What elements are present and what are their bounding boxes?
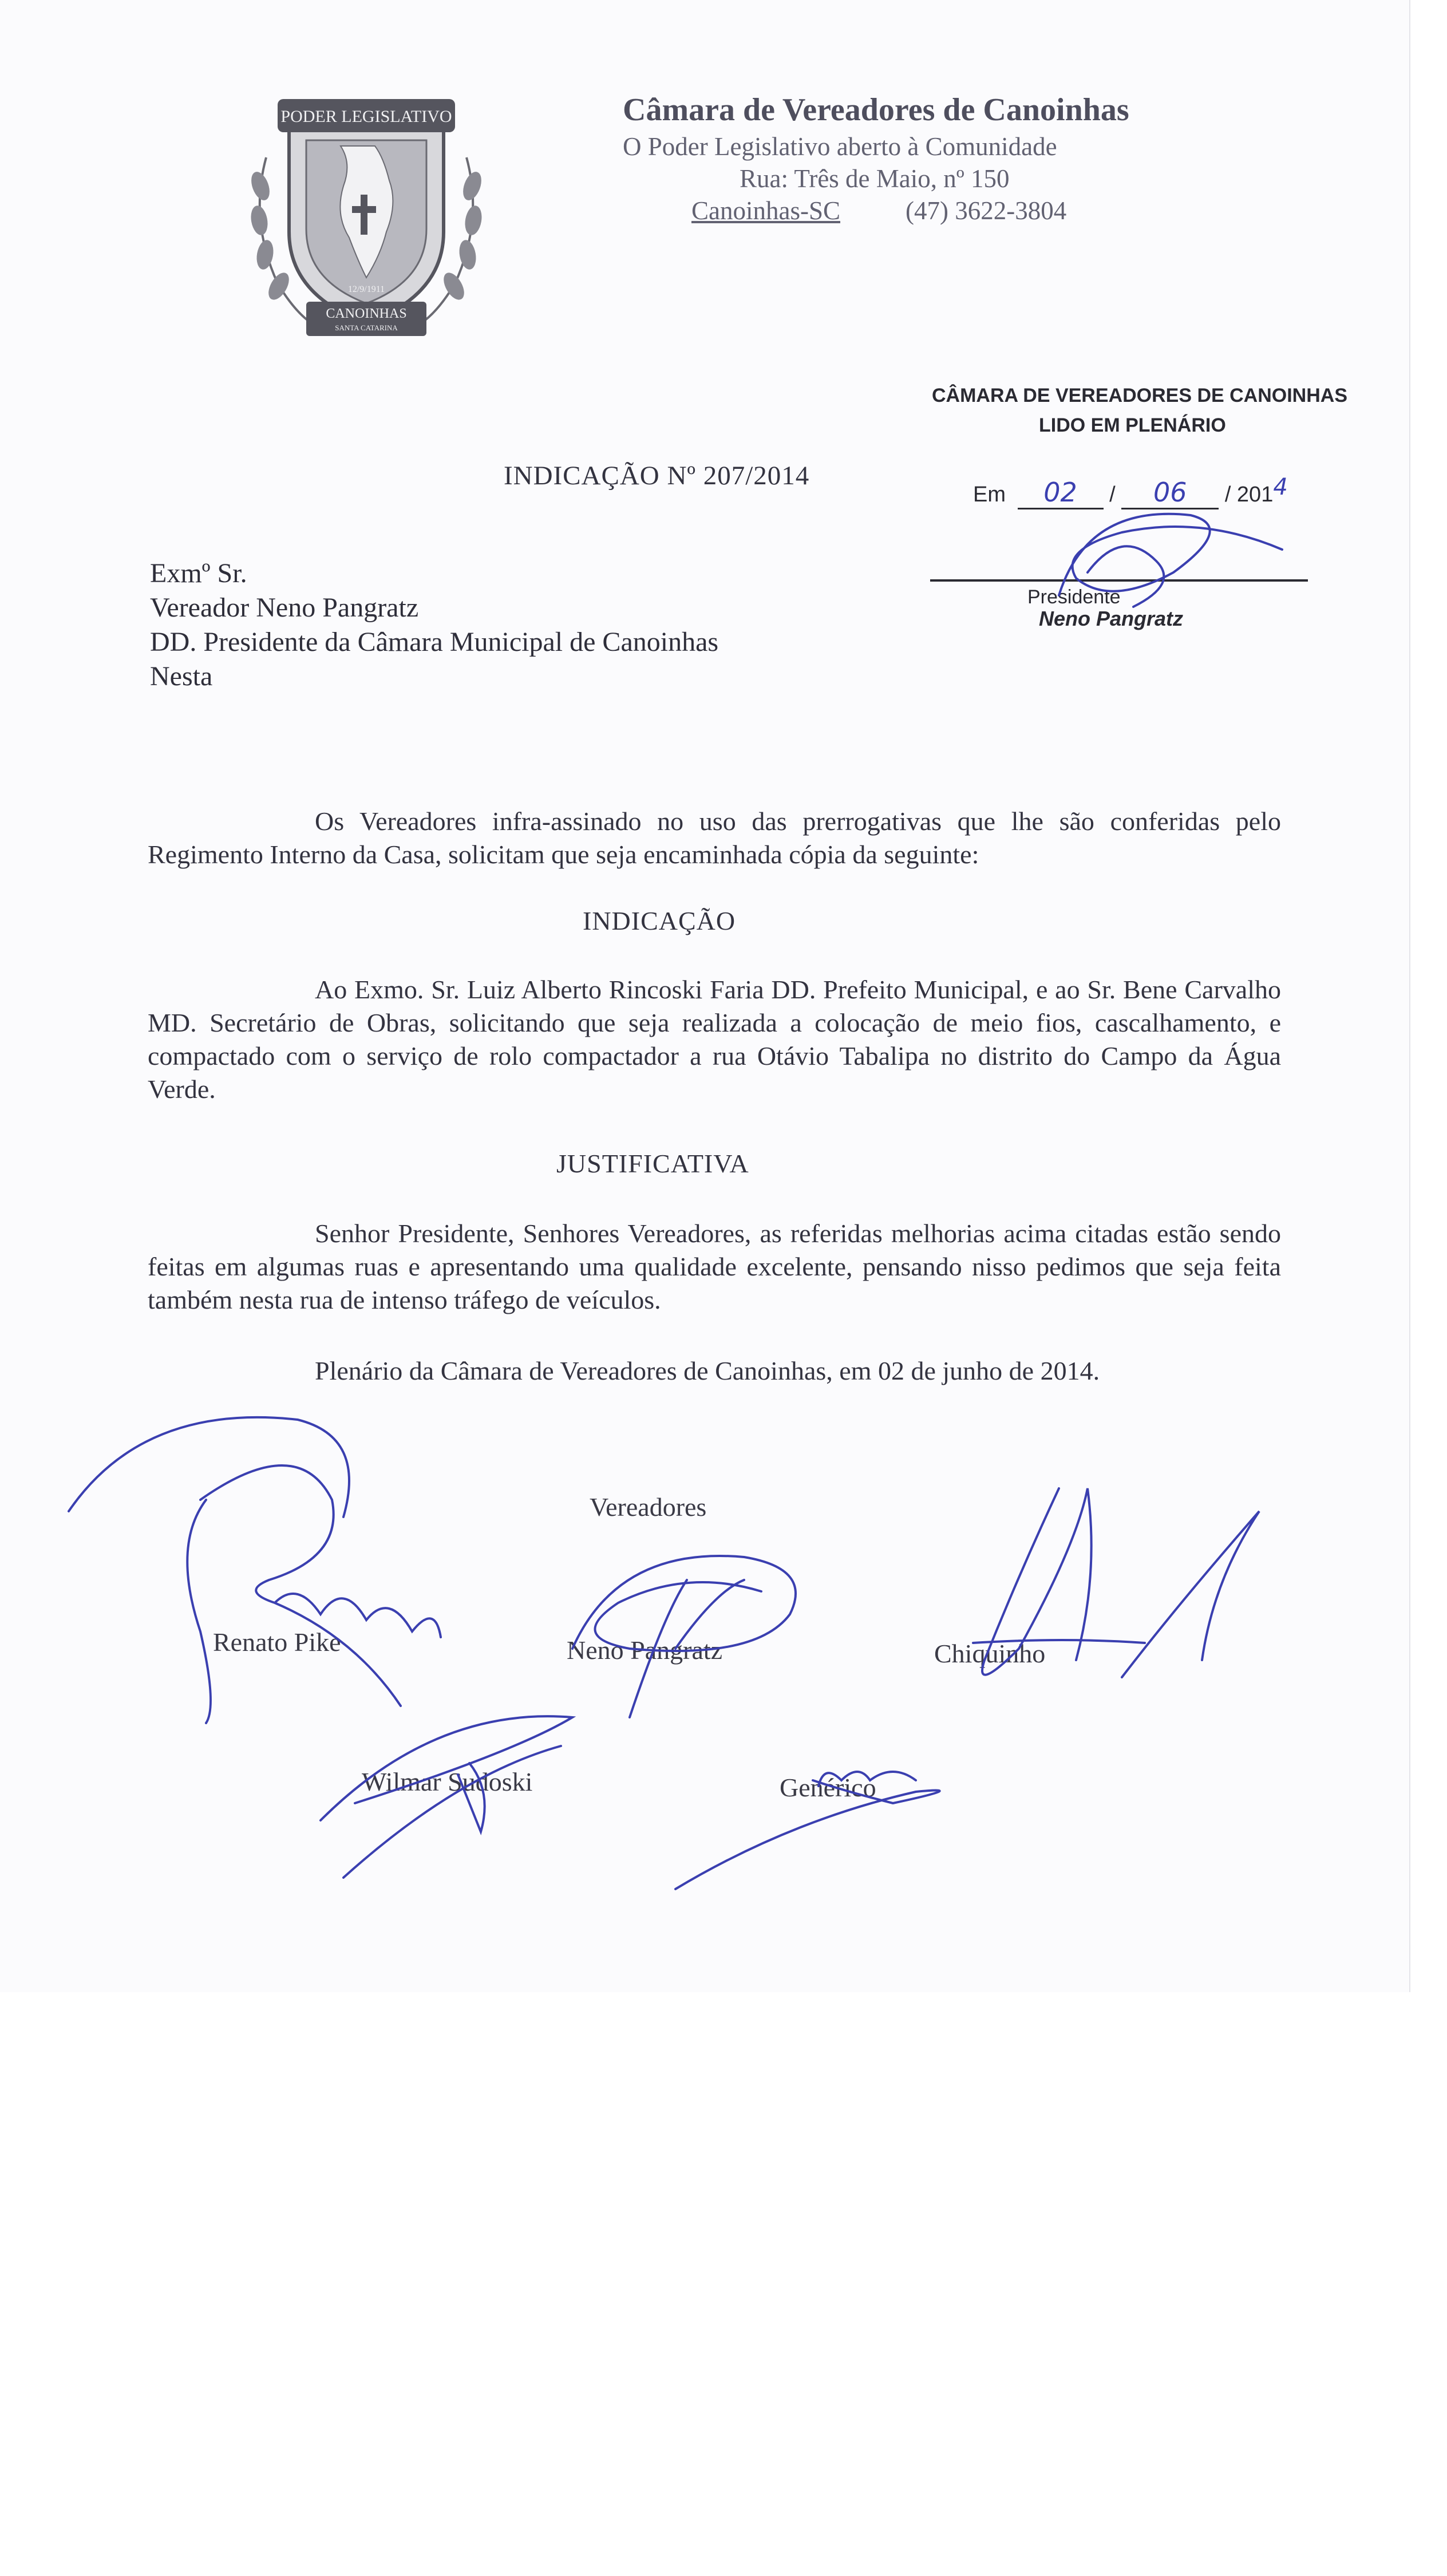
stamp-year-digit: 4: [1273, 474, 1288, 500]
signatures-heading: Vereadores: [590, 1492, 707, 1522]
section-indicacao-title: INDICAÇÃO: [583, 906, 736, 935]
coat-of-arms-logo: [243, 89, 489, 346]
intro-paragraph: Os Vereadores infra-assinado no uso das prerrogativas que lhe são conferidas pelo Regimento Interno da Casa, solicitam que seja encaminhada cópia da seguinte:: [148, 807, 1281, 869]
signatory-name: Genérico: [780, 1773, 876, 1802]
institution-city: Canoinhas-SC: [691, 196, 841, 225]
crest-city-text: CANOINHAS: [326, 306, 407, 321]
stamp-day: 02: [1043, 477, 1077, 508]
addressee-line-2: Vereador Neno Pangratz: [150, 592, 419, 623]
stamp-signature: [1059, 514, 1282, 595]
signature-wilmar-sudoski: [321, 1716, 572, 1878]
stamp-year-prefix: / 201: [1224, 483, 1274, 507]
section-indicacao-text: Ao Exmo. Sr. Luiz Alberto Rincoski Faria DD. Prefeito Municipal, e ao Sr. Bene Carvalho MD. Secretário de Obras, solicitando que seja realizada a colocação de meio fios, cascalhamento, e compactado com o serviço de rolo compactador a rua Otávio Tabalipa no distrito do Campo da Água Verde.: [148, 975, 1281, 1104]
addressee-line-4: Nesta: [150, 661, 213, 692]
stamp-read-in-plenary: LIDO EM PLENÁRIO: [1039, 414, 1226, 436]
signatory-name: Renato Pike: [213, 1627, 341, 1657]
stamp-date-line: Em 02 / 06 / 2014: [973, 474, 1288, 509]
institution-motto: O Poder Legislativo aberto à Comunidade: [623, 132, 1057, 161]
institution-title: Câmara de Vereadores de Canoinhas: [623, 92, 1129, 128]
document-title: INDICAÇÃO Nº 207/2014: [504, 461, 810, 491]
section-justificativa-title: JUSTIFICATIVA: [556, 1149, 749, 1178]
crest-state-text: SANTA CATARINA: [335, 323, 398, 332]
closing-line: Plenário da Câmara de Vereadores de Canoinhas, em 02 de junho de 2014.: [315, 1356, 1100, 1385]
addressee-line-3: DD. Presidente da Câmara Municipal de Canoinhas: [150, 627, 719, 657]
crest-year-text: 12/9/1911: [347, 285, 385, 294]
institution-phone: (47) 3622-3804: [906, 196, 1067, 225]
section-justificativa-text: Senhor Presidente, Senhores Vereadores, as referidas melhorias acima citadas estão sendo feitas em algumas ruas e apresentando uma qualidade excelente, pensando nisso pedimos que seja feita também nesta rua de intenso tráfego de veículos.: [148, 1219, 1281, 1314]
signatory-name: Wilmar Sudoski: [362, 1767, 533, 1796]
stamp-president-name: Neno Pangratz: [1039, 607, 1184, 630]
signatory-name: Chiquinho: [934, 1639, 1046, 1668]
stamp-signature-line: [930, 579, 1308, 582]
crest-banner-text: PODER LEGISLATIVO: [280, 107, 452, 126]
stamp-institution: CÂMARA DE VEREADORES DE CANOINHAS: [932, 385, 1348, 406]
signature-renato-pike: [187, 1465, 441, 1723]
institution-address: Rua: Três de Maio, nº 150: [740, 164, 1010, 193]
stamp-role: Presidente: [1027, 586, 1121, 608]
signatory-name: Neno Pangratz: [567, 1635, 723, 1665]
stamp-em-label: Em: [973, 483, 1006, 507]
addressee-line-1: Exmº Sr.: [150, 558, 247, 588]
stamp-month: 06: [1153, 477, 1187, 508]
